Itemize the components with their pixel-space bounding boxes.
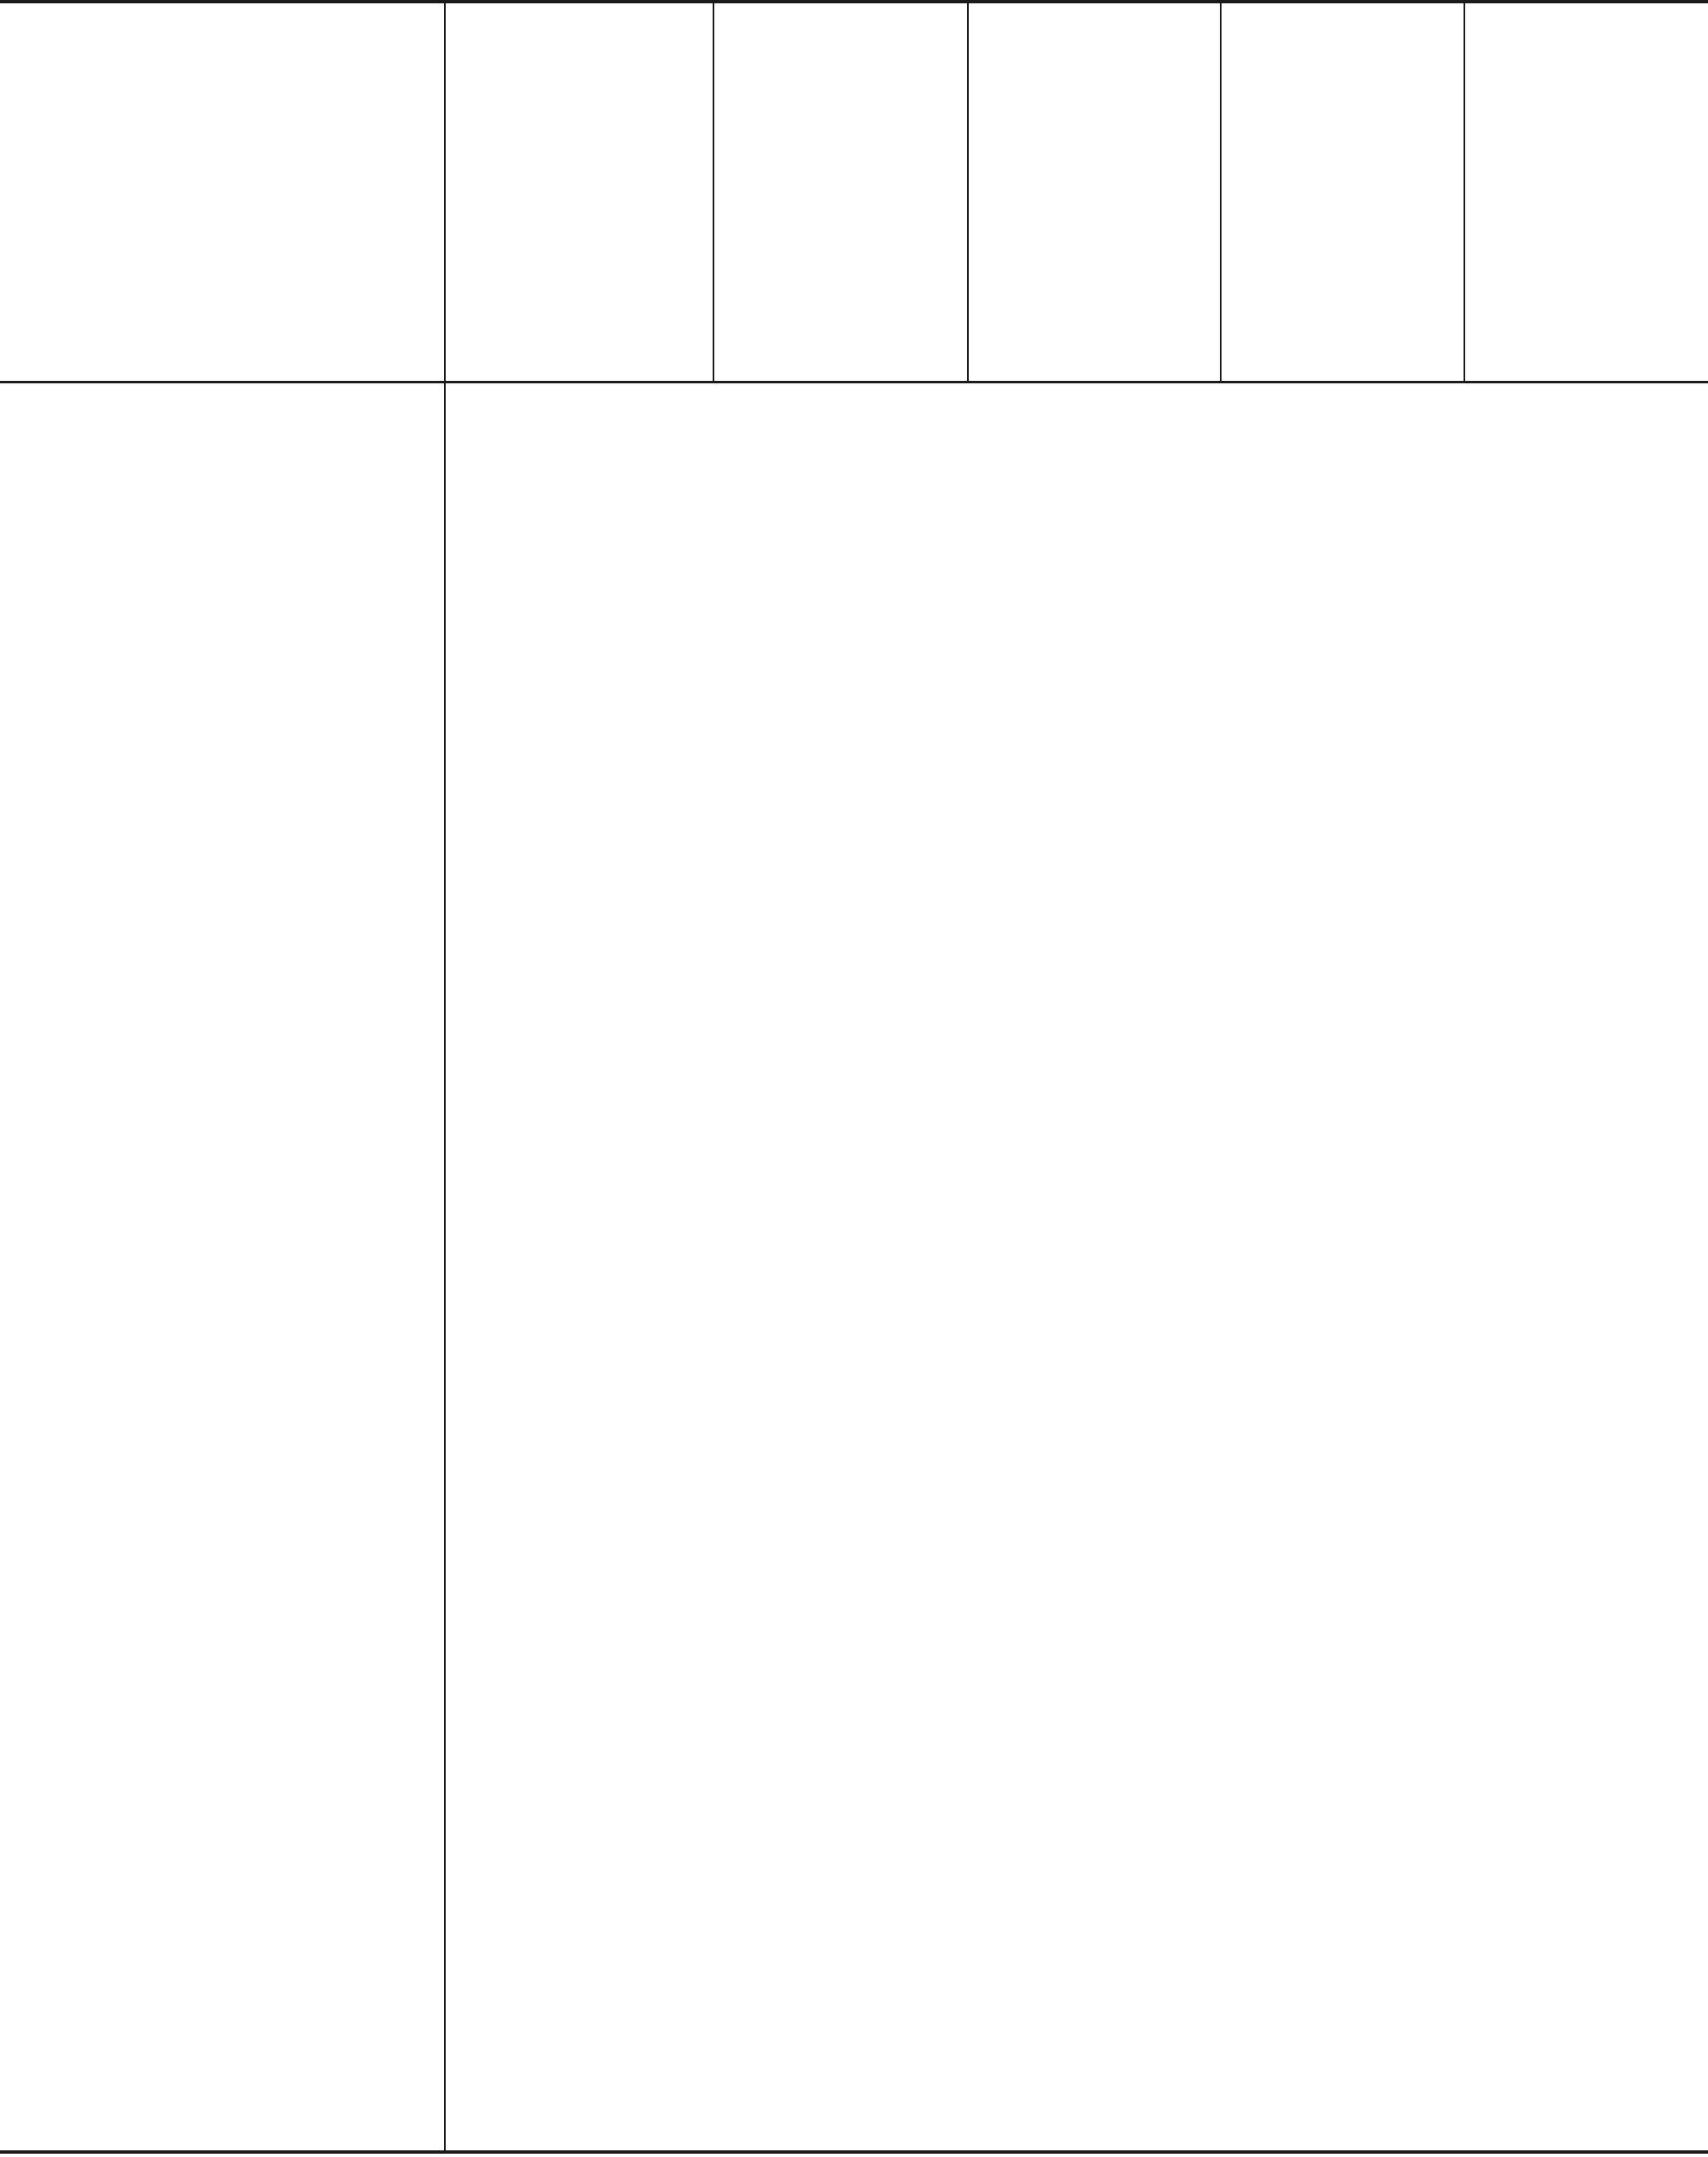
region-column-divider xyxy=(444,383,446,2150)
header-region-en xyxy=(241,3,407,381)
header-assets-liability-ratio xyxy=(714,3,967,381)
header-bottom-rule xyxy=(0,381,1708,383)
header-products-sold-ratio xyxy=(1465,3,1708,381)
table-bottom-rule xyxy=(0,2150,1708,2154)
header-profits-to-cost-ratio xyxy=(1222,3,1464,381)
header-total-assets-ratio xyxy=(446,3,713,381)
header-working-capital-turnover xyxy=(969,3,1220,381)
header-region-cn xyxy=(33,3,166,381)
